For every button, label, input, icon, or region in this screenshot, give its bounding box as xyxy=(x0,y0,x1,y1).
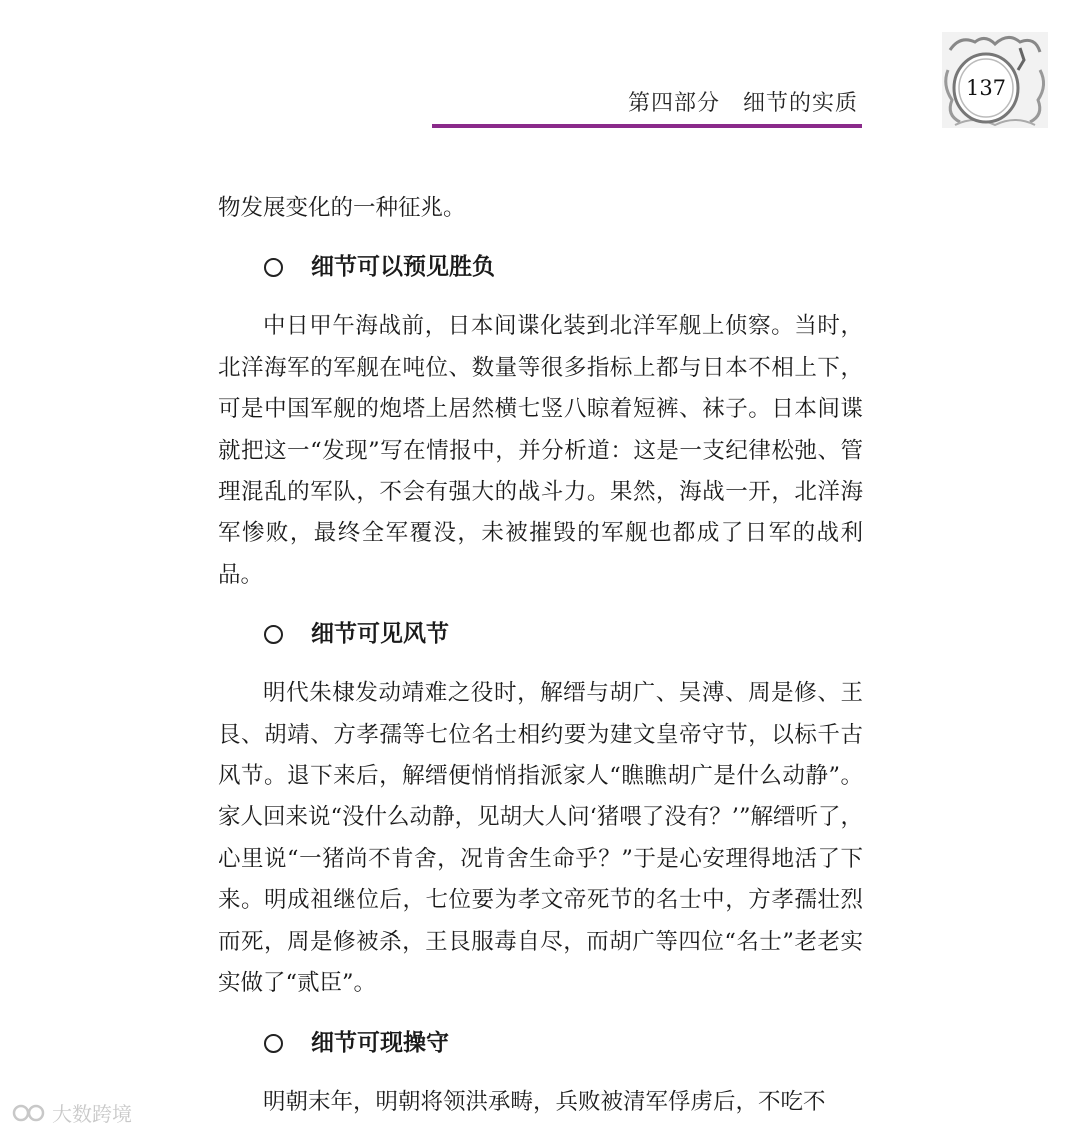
header-rule xyxy=(432,124,862,128)
section-heading-text: 细节可见风节 xyxy=(311,621,449,648)
section-heading-text: 细节可现操守 xyxy=(311,1029,449,1056)
section-heading xyxy=(264,247,863,288)
page-number: 137 xyxy=(965,76,1007,100)
section-paragraph: 明朝末年，明朝将领洪承畴，兵败被清军俘虏后，不吃不 xyxy=(263,1088,826,1115)
part-title: 第四部分 细节的实质 xyxy=(627,91,858,116)
circle-bullet-icon xyxy=(264,625,283,644)
section-paragraph: 明代朱棣发动靖难之役时，解缙与胡广、吴溥、周是修、王艮、胡靖、方孝孺等七位名士相约要为建文皇帝守节，以标千古风节。退下来后，解缙便悄悄指派家人“瞧瞧胡广是什么动静”。家人回来说“没什么动静，见胡大人问‘猪喂了没有？’”解缙听了，心里说“一猪尚不肯舍，况肯舍生命乎？”于是心安理得地活了下来。明成祖继位后，七位要为孝文帝死节的名士中，方孝孺壮烈而死，周是修被杀，王艮服毒自尽，而胡广等四位“名士”老老实实做了“贰臣”。 xyxy=(218,680,863,997)
section-heading-text: 细节可以预见胜负 xyxy=(311,254,495,281)
intro-line: 物发展变化的一种征兆。 xyxy=(218,195,466,221)
circle-bullet-icon xyxy=(264,1034,283,1053)
circle-bullet-icon xyxy=(264,258,283,277)
section-paragraph: 中日甲午海战前，日本间谍化装到北洋军舰上侦察。当时，北洋海军的军舰在吨位、数量等很多指标上都与日本不相上下，可是中国军舰的炮塔上居然横七竖八晾着短裤、袜子。日本间谍就把这一“发现”写在情报中，并分析道：这是一支纪律松弛、管理混乱的军队，不会有强大的战斗力。果然，海战一开，北洋海军惨败，最终全军覆没，未被摧毁的军舰也都成了日军的战利品。 xyxy=(218,313,863,588)
watermark-logo-icon xyxy=(12,1103,46,1123)
section-heading xyxy=(264,1023,863,1064)
watermark xyxy=(12,1098,132,1127)
book-page-body xyxy=(218,188,863,1123)
section-heading xyxy=(264,614,863,655)
watermark-text: 大数跨境 xyxy=(52,1102,132,1126)
